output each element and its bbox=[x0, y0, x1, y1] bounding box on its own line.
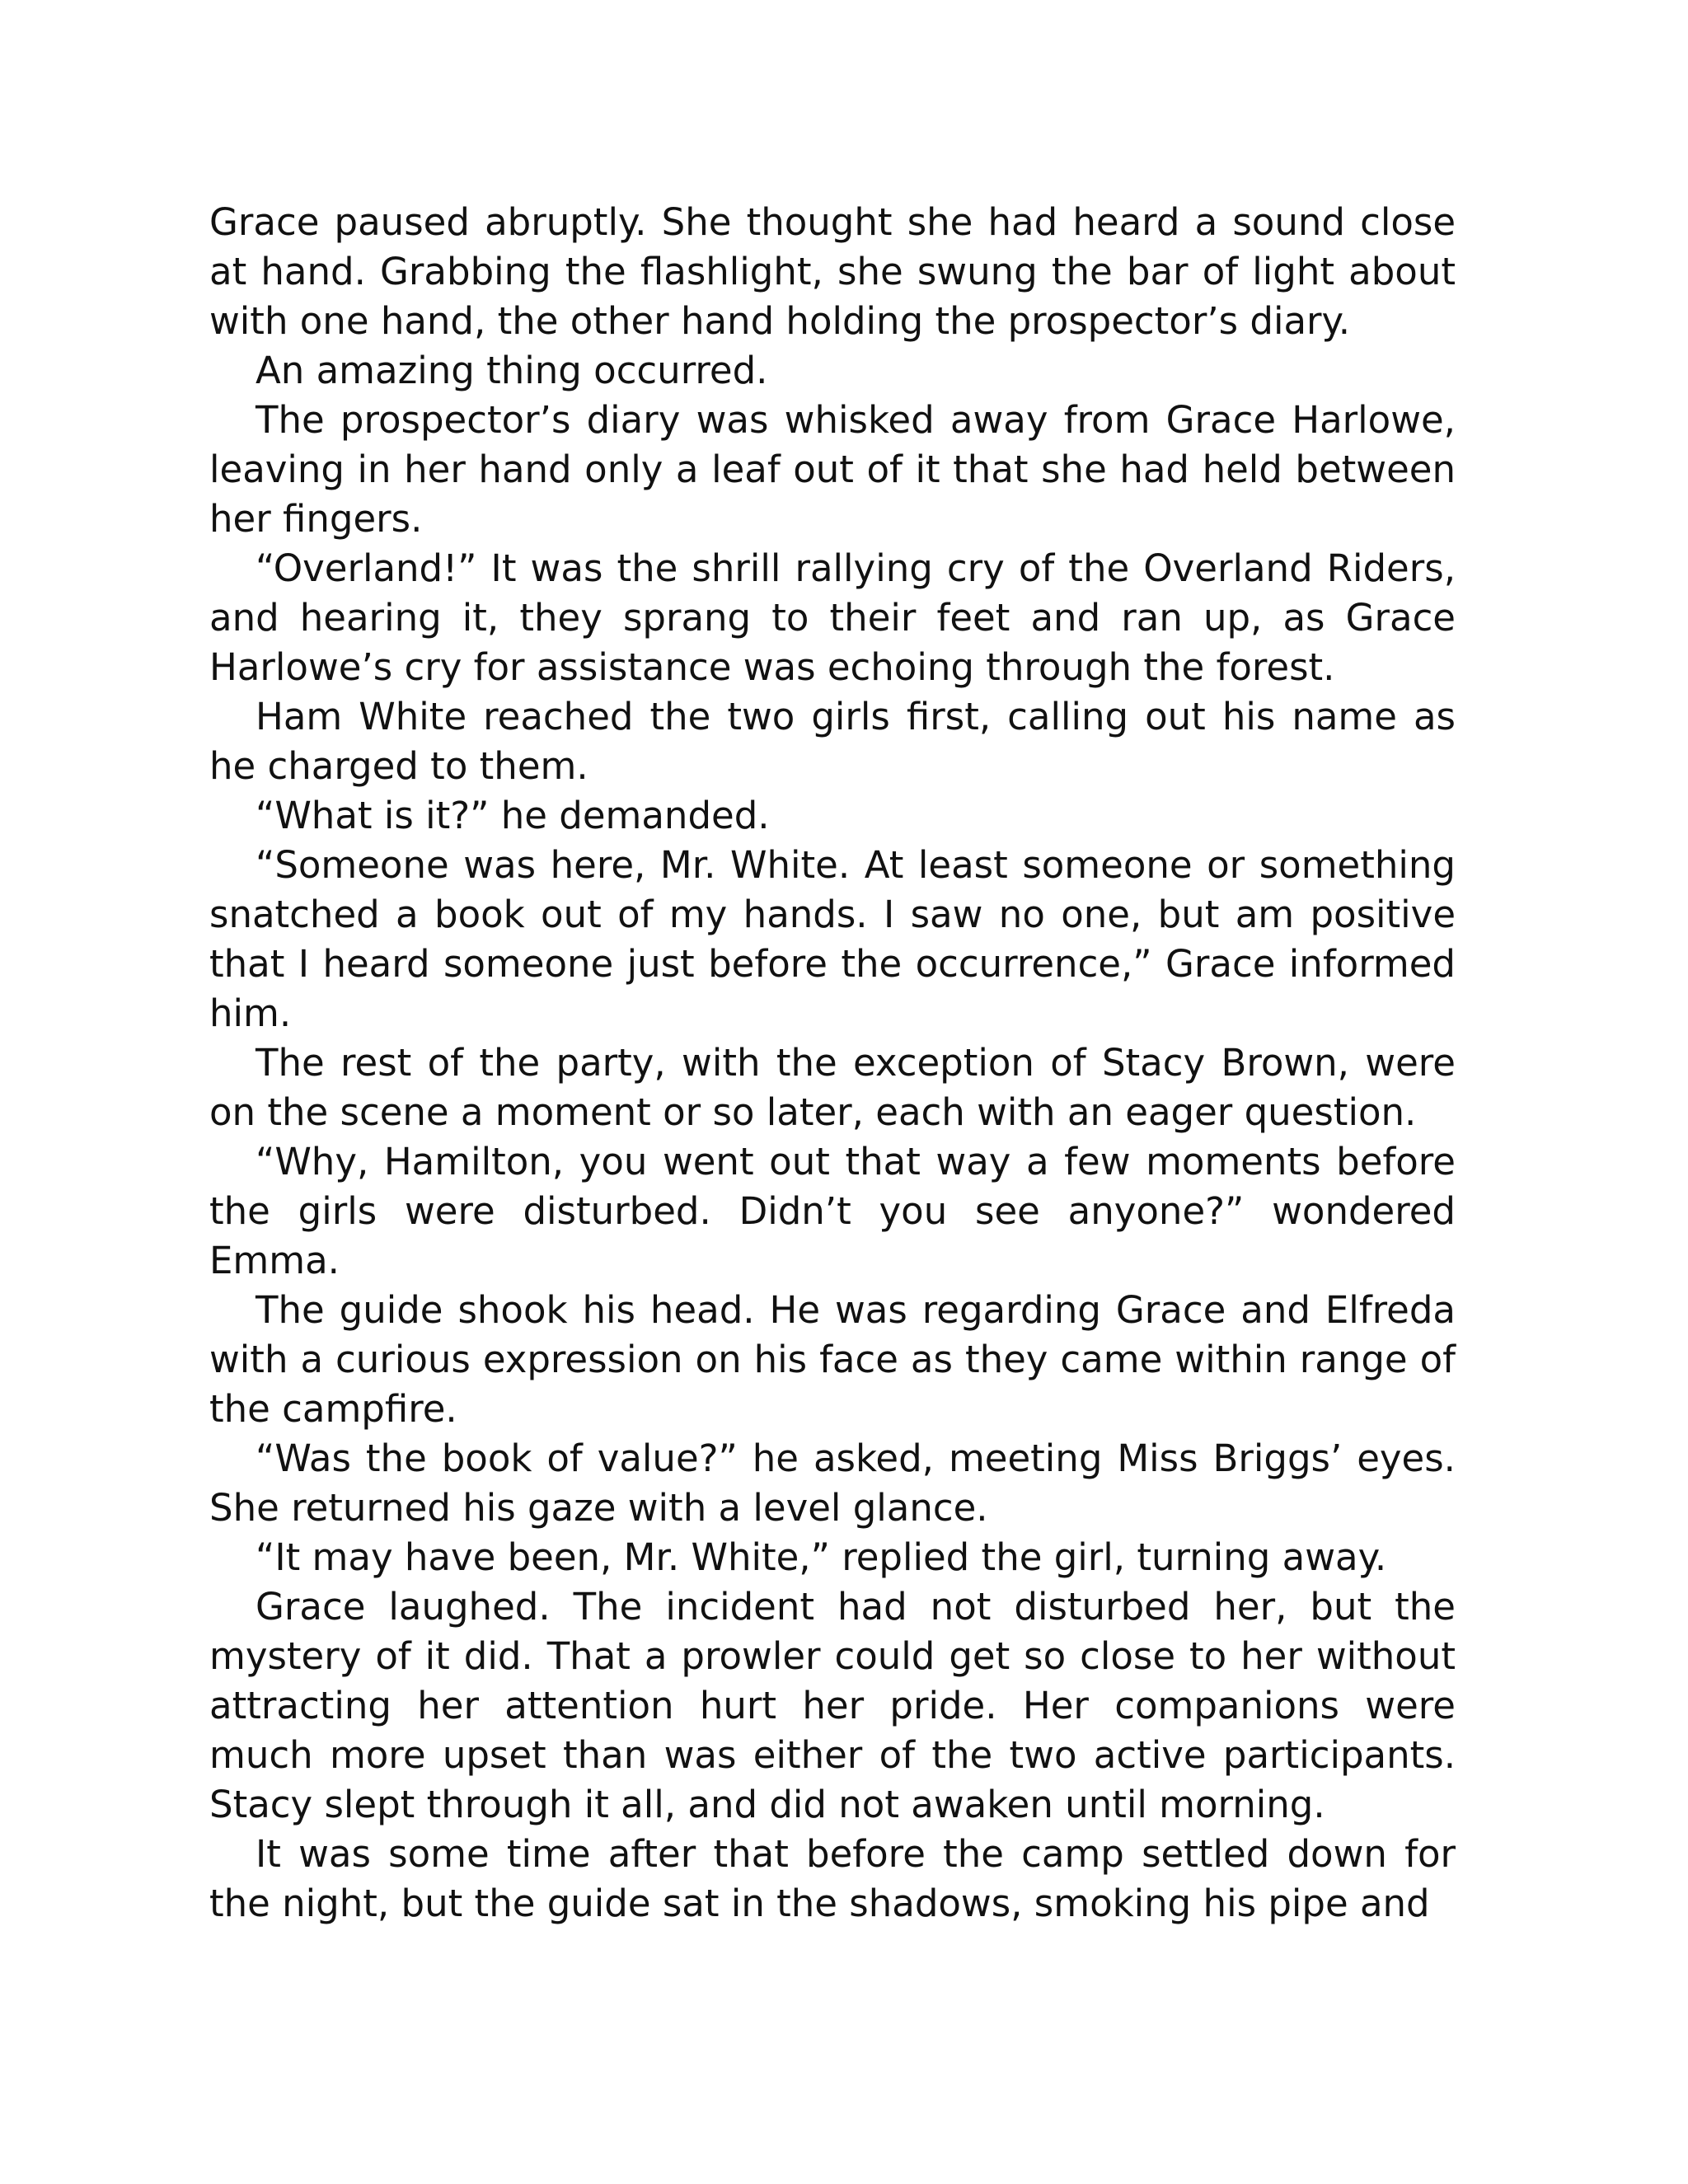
paragraph-9: “Why, Hamilton, you went out that way a few moments before the girls were disturbed. Didn’t you see anyone?” wondered Emma. bbox=[209, 1140, 1456, 1282]
paragraph-2: An amazing thing occurred. bbox=[256, 349, 768, 392]
paragraph-1: Grace paused abruptly. She thought she had heard a sound close at hand. Grabbing the flashlight, she swung the bar of light about with one hand, the other hand holding the prospector’s diary. bbox=[209, 200, 1456, 343]
paragraph-4: “Overland!” It was the shrill rallying cry of the Overland Riders, and hearing it, they sprang to their feet and ran up, as Grace Harlowe’s cry for assistance was echoing through the forest. bbox=[209, 546, 1456, 689]
paragraph-5: Ham White reached the two girls first, calling out his name as he charged to them. bbox=[209, 695, 1456, 788]
paragraph-13: Grace laughed. The incident had not disturbed her, but the mystery of it did. That a prowler could get so close to her without attracting her attention hurt her pride. Her companions were much more upset than was either of the two active participants. Stacy slept through it all, and did not awaken until morning. bbox=[209, 1585, 1456, 1826]
paragraph-12: “It may have been, Mr. White,” replied the girl, turning away. bbox=[256, 1535, 1387, 1579]
paragraph-11: “Was the book of value?” he asked, meeting Miss Briggs’ eyes. She returned his gaze with a level glance. bbox=[209, 1436, 1456, 1530]
page-body bbox=[209, 198, 1456, 1929]
paragraph-3: The prospector’s diary was whisked away from Grace Harlowe, leaving in her hand only a leaf out of it that she had held between her fingers. bbox=[209, 398, 1456, 541]
paragraph-8: The rest of the party, with the exception of Stacy Brown, were on the scene a moment or so later, each with an eager question. bbox=[209, 1041, 1456, 1134]
paragraph-10: The guide shook his head. He was regarding Grace and Elfreda with a curious expression on his face as they came within range of the campfire. bbox=[209, 1288, 1456, 1431]
paragraph-7: “Someone was here, Mr. White. At least someone or something snatched a book out of my hands. I saw no one, but am positive that I heard someone just before the occurrence,” Grace informed him. bbox=[209, 843, 1456, 1035]
paragraph-14: It was some time after that before the camp settled down for the night, but the guide sat in the shadows, smoking his pipe and bbox=[209, 1832, 1456, 1925]
paragraph-6: “What is it?” he demanded. bbox=[256, 794, 770, 837]
